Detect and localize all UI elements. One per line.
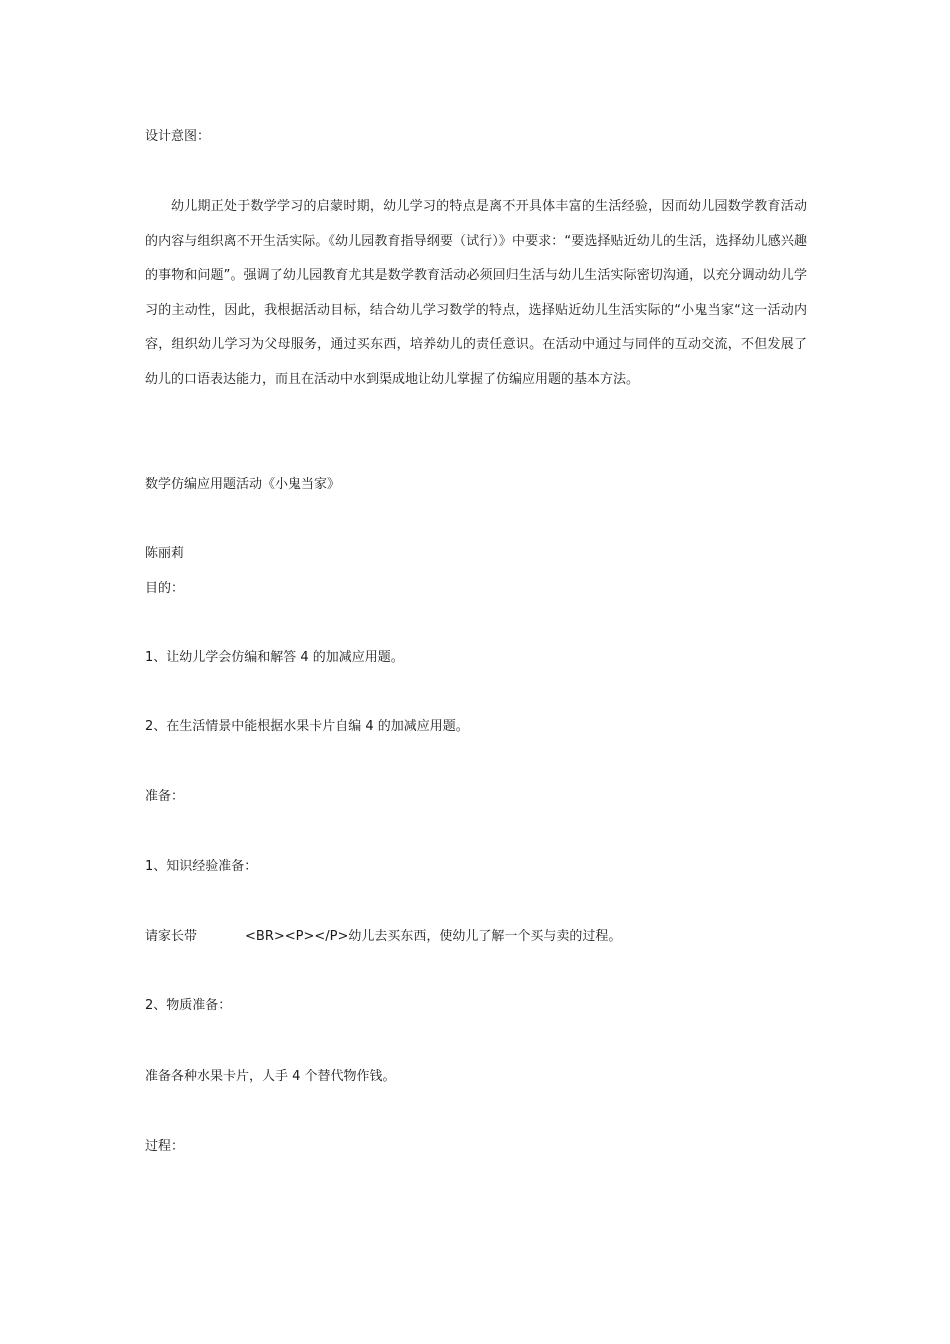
activity-title: 数学仿编应用题活动《小鬼当家》 [145,477,341,492]
goal-item-2: 2、在生活情景中能根据水果卡片自编 4 的加减应用题。 [145,719,469,734]
prep-item-1-text-start: 请家长带 [145,929,198,944]
heading-process: 过程： [145,1139,185,1154]
intro-paragraph: 幼儿期正处于数学学习的启蒙时期，幼儿学习的特点是离不开具体丰富的生活经验，因而幼儿园数学教育活动的内容与组织离不开生活实际。《幼儿园教育指导纲要（试行）》中要求：“要选择贴近幼儿的生活，选择幼儿感兴趣的事物和问题”。强调了幼儿园教育尤其是数学教育活动必须回归生活与幼儿生活实际密切沟通，以充分调动幼儿学习的主动性，因此，我根据活动目标，结合幼儿学习数学的特点，选择贴近幼儿生活实际的“小鬼当家“这一活动内容，组织幼儿学习为父母服务，通过买东西，培养幼儿的责任意识。在活动中通过与同伴的互动交流，不但发展了幼儿的口语表达能力，而且在活动中水到渠成地让幼儿掌握了仿编应用题的基本方法。 [145,199,807,387]
prep-item-1-text [145,928,621,946]
heading-preparation: 准备： [145,789,185,804]
heading-goals: 目的： [145,581,185,596]
heading-design-intent: 设计意图： [145,129,211,144]
goal-item-1: 1、让幼儿学会仿编和解答 4 的加减应用题。 [145,650,404,665]
prep-item-2-text: 准备各种水果卡片，人手 4 个替代物作钱。 [145,1069,396,1084]
author-name: 陈丽莉 [145,546,185,561]
prep-item-2-heading: 2、物质准备： [145,998,232,1013]
prep-item-1-text-end: <BR><P></P>幼儿去买东西，使幼儿了解一个买与卖的过程。 [245,929,622,944]
prep-item-1-heading: 1、知识经验准备： [145,859,258,874]
